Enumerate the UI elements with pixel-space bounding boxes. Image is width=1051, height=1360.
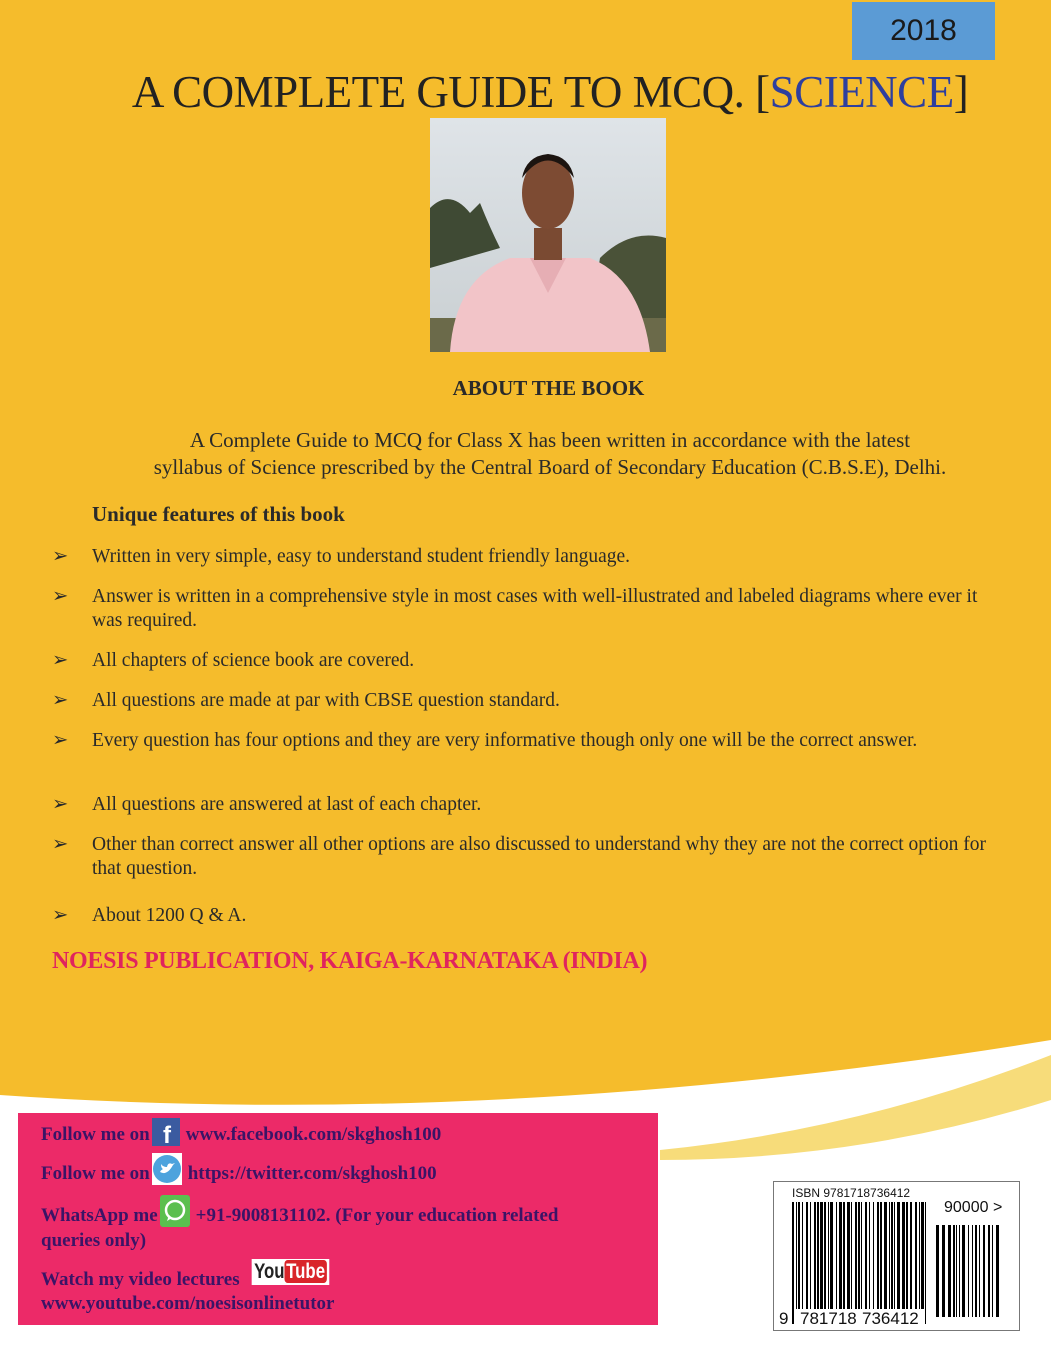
youtube-row: Watch my video lectures YouTube xyxy=(41,1259,344,1291)
year-badge: 2018 xyxy=(852,2,995,60)
feature-item: ➢ All questions are made at par with CBSE question standard. xyxy=(52,690,560,711)
feature-item: ➢ Every question has four options and they are very informative though only one will be the correct answer. xyxy=(52,730,918,751)
bullet-arrow-icon: ➢ xyxy=(52,546,69,567)
publisher: NOESIS PUBLICATION, KAIGA-KARNATAKA (INDIA) xyxy=(52,948,648,974)
feature-item: ➢ Answer is written in a comprehensive style in most cases with well-illustrated and labeled diagrams where ever it was required. xyxy=(52,586,978,631)
feature-item: ➢ About 1200 Q & A. xyxy=(52,905,247,926)
book-title: A COMPLETE GUIDE TO MCQ. [SCIENCE] xyxy=(131,67,969,117)
whatsapp-row: WhatsApp me +91-9008131102. (For your education related xyxy=(41,1195,559,1227)
facebook-row: Follow me on f www.facebook.com/skghosh100 xyxy=(41,1118,441,1146)
svg-text:f: f xyxy=(162,1122,171,1146)
feature-item: ➢ All chapters of science book are covered. xyxy=(52,650,415,671)
facebook-link[interactable]: www.facebook.com/skghosh100 xyxy=(185,1124,442,1145)
whatsapp-icon xyxy=(160,1195,190,1227)
bullet-arrow-icon: ➢ xyxy=(52,730,69,751)
bullet-arrow-icon: ➢ xyxy=(52,650,69,671)
isbn-barcode: ISBN 9781718736412 90000 > 9 781718 736412 xyxy=(773,1181,1020,1331)
bullet-arrow-icon: ➢ xyxy=(52,586,69,607)
feature-item: ➢ All questions are answered at last of each chapter. xyxy=(52,794,482,815)
bullet-arrow-icon: ➢ xyxy=(52,794,69,815)
youtube-link[interactable]: www.youtube.com/noesisonlinetutor xyxy=(41,1293,335,1314)
feature-item: ➢ Other than correct answer all other options are also discussed to understand why they are not the correct option for that question. xyxy=(52,834,987,879)
feature-item: ➢ Written in very simple, easy to understand student friendly language. xyxy=(52,546,631,567)
subject: SCIENCE xyxy=(769,67,954,117)
bullet-arrow-icon: ➢ xyxy=(52,690,69,711)
bullet-arrow-icon: ➢ xyxy=(52,905,69,926)
twitter-icon xyxy=(152,1153,182,1185)
author-photo xyxy=(430,118,666,352)
contact-box: Follow me on f www.facebook.com/skghosh100 Follow me on https://twitter.com/skghosh100 WhatsApp me +91-9008131102. (For your education related queries only) Watch my video lectures YouTube www.youtube.com/noesisonlinetutor xyxy=(18,1113,658,1325)
bullet-arrow-icon: ➢ xyxy=(52,834,69,855)
twitter-link[interactable]: https://twitter.com/skghosh100 xyxy=(187,1163,437,1184)
about-heading: ABOUT THE BOOK xyxy=(452,376,645,400)
twitter-row: Follow me on https://twitter.com/skghosh100 xyxy=(41,1153,437,1185)
features-heading: Unique features of this book xyxy=(92,502,345,526)
youtube-logo-icon: YouTube xyxy=(251,1259,328,1285)
intro-paragraph: A Complete Guide to MCQ for Class X has been written in accordance with the latest syllabus of Science prescribed by the Central Board of Secondary Education (C.B.S.E), Delhi. xyxy=(153,428,947,479)
facebook-icon xyxy=(152,1118,180,1146)
